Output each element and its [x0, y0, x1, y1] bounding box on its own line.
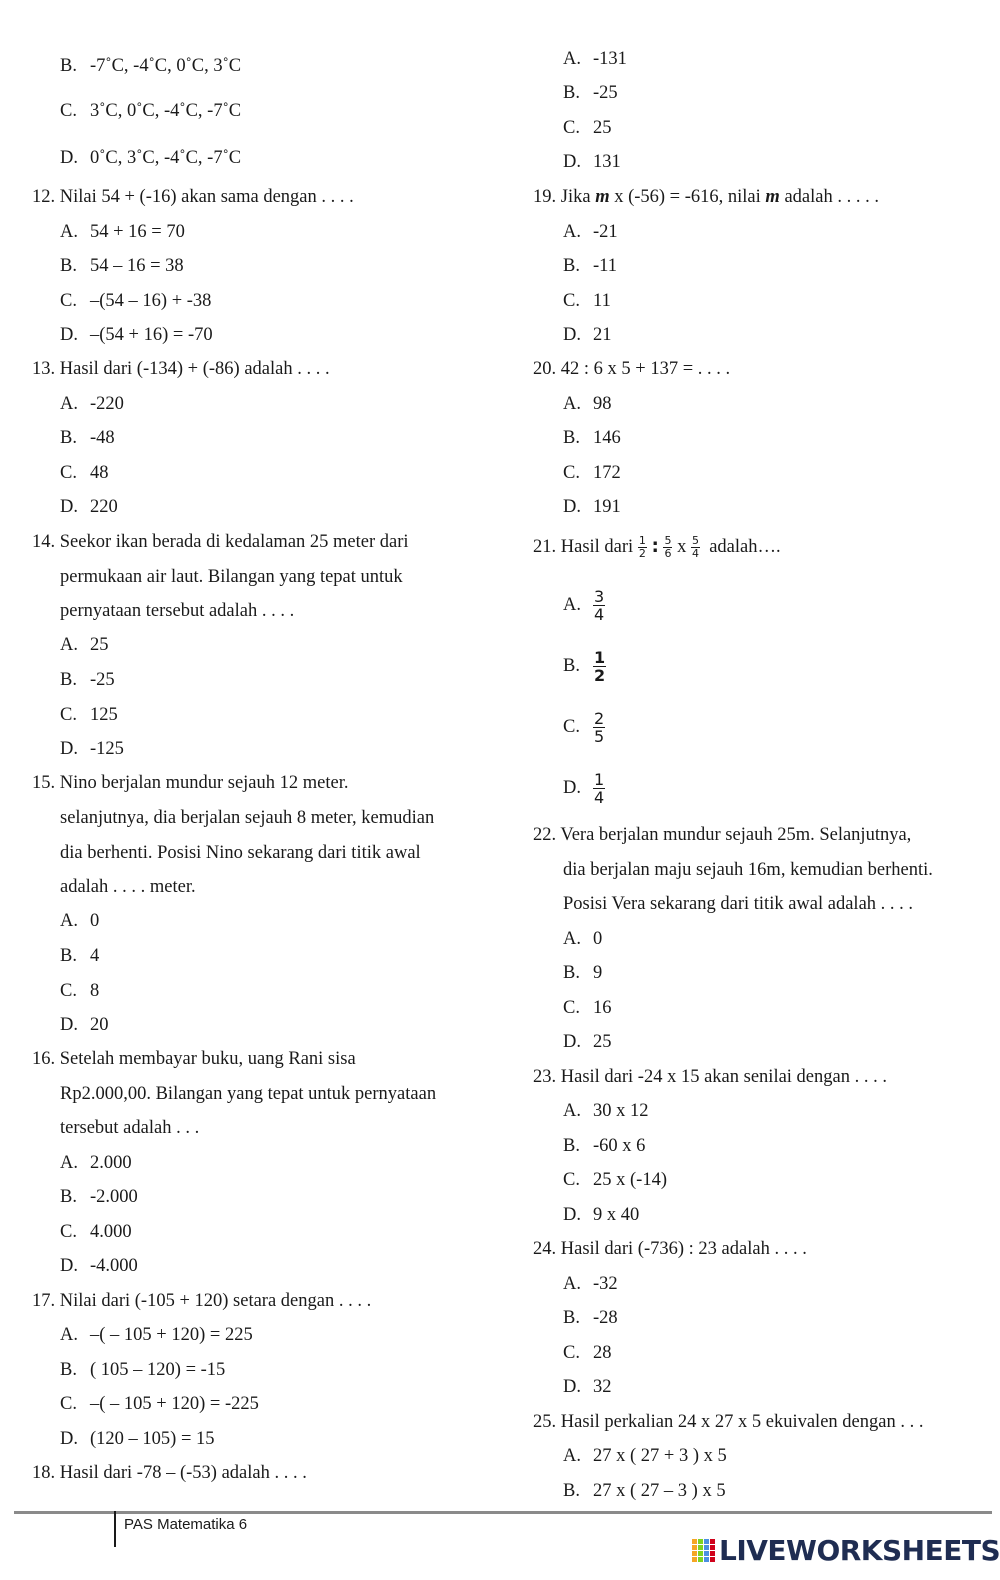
q18-option-a[interactable]: A. -131: [563, 49, 627, 69]
q21-fraction-3: $\frac{5}{4}$: [691, 534, 699, 561]
q14-option-b[interactable]: B. -25: [60, 670, 115, 690]
logo-cell: [698, 1539, 703, 1544]
q21-option-a[interactable]: A. $\frac{3}{4}$: [563, 586, 605, 625]
q14-option-d[interactable]: D. -125: [60, 739, 124, 759]
liveworksheets-grid-icon: [692, 1539, 715, 1562]
q15-option-d[interactable]: D. 20: [60, 1015, 109, 1035]
logo-cell: [704, 1539, 709, 1544]
q11-option-c[interactable]: C. 3˚C, 0˚C, -4˚C, -7˚C: [60, 101, 242, 121]
q21-fraction-1: $\frac{1}{2}$: [638, 534, 646, 561]
logo-cell: [704, 1545, 709, 1550]
q15-stem-line4: adalah . . . . meter.: [60, 877, 196, 897]
footer-vertical-rule: [114, 1511, 116, 1547]
q24-option-d[interactable]: D. 32: [563, 1377, 612, 1397]
q20-option-b[interactable]: B. 146: [563, 428, 621, 448]
q22-option-d[interactable]: D. 25: [563, 1032, 612, 1052]
q25-stem: 25. Hasil perkalian 24 x 27 x 5 ekuivalen dengan . . .: [533, 1412, 924, 1432]
q14-stem-line2: permukaan air laut. Bilangan yang tepat untuk: [60, 567, 403, 587]
q18-option-d[interactable]: D. 131: [563, 152, 621, 172]
q22-option-a[interactable]: A. 0: [563, 929, 603, 949]
q15-option-a[interactable]: A. 0: [60, 911, 100, 931]
logo-cell: [698, 1557, 703, 1562]
q20-option-d[interactable]: D. 191: [563, 497, 621, 517]
q23-option-c[interactable]: C. 25 x (-14): [563, 1170, 667, 1190]
q15-stem-line1: 15. Nino berjalan mundur sejauh 12 meter.: [32, 773, 349, 793]
q15-stem-line2: selanjutnya, dia berjalan sejauh 8 meter, kemudian: [60, 808, 435, 828]
logo-cell: [692, 1551, 697, 1556]
q23-option-a[interactable]: A. 30 x 12: [563, 1101, 649, 1121]
q16-option-d[interactable]: D. -4.000: [60, 1256, 138, 1276]
q18-stem: 18. Hasil dari -78 – (-53) adalah . . . .: [32, 1463, 307, 1483]
logo-cell: [710, 1551, 715, 1556]
q16-option-a[interactable]: A. 2.000: [60, 1153, 132, 1173]
footer-label: PAS Matematika 6: [124, 1516, 248, 1533]
q20-stem: 20. 42 : 6 x 5 + 137 = . . . .: [533, 359, 731, 379]
logo-cell: [692, 1545, 697, 1550]
logo-cell: [692, 1539, 697, 1544]
q19-option-a[interactable]: A. -21: [563, 222, 618, 242]
q23-option-d[interactable]: D. 9 x 40: [563, 1205, 640, 1225]
logo-cell: [698, 1545, 703, 1550]
q14-stem-line3: pernyataan tersebut adalah . . . .: [60, 601, 295, 621]
q16-option-c[interactable]: C. 4.000: [60, 1222, 132, 1242]
q23-option-b[interactable]: B. -60 x 6: [563, 1136, 646, 1156]
q25-option-a[interactable]: A. 27 x ( 27 + 3 ) x 5: [563, 1446, 727, 1466]
q13-option-c[interactable]: C. 48: [60, 463, 109, 483]
q13-option-d[interactable]: D. 220: [60, 497, 118, 517]
q22-stem-line3: Posisi Vera sekarang dari titik awal adalah . . . .: [563, 894, 914, 914]
q12-stem: 12. Nilai 54 + (-16) akan sama dengan . . . .: [32, 187, 354, 207]
logo-cell: [710, 1545, 715, 1550]
q15-option-b[interactable]: B. 4: [60, 946, 100, 966]
q14-option-c[interactable]: C. 125: [60, 705, 118, 725]
q14-stem-line1: 14. Seekor ikan berada di kedalaman 25 meter dari: [32, 532, 409, 552]
q16-option-b[interactable]: B. -2.000: [60, 1187, 138, 1207]
logo-cell: [692, 1557, 697, 1562]
q21-fraction-2: $\frac{5}{6}$: [664, 534, 672, 561]
q22-stem-line2: dia berjalan maju sejauh 16m, kemudian berhenti.: [563, 860, 933, 880]
q17-option-c[interactable]: C. –( – 105 + 120) = -225: [60, 1394, 259, 1414]
q20-option-a[interactable]: A. 98: [563, 394, 612, 414]
logo-cell: [710, 1557, 715, 1562]
logo-cell: [704, 1557, 709, 1562]
q12-option-a[interactable]: A. 54 + 16 = 70: [60, 222, 185, 242]
q12-option-c[interactable]: C. –(54 – 16) + -38: [60, 291, 212, 311]
q16-stem-line2: Rp2.000,00. Bilangan yang tepat untuk pernyataan: [60, 1084, 437, 1104]
q23-stem: 23. Hasil dari -24 x 15 akan senilai dengan . . . .: [533, 1067, 887, 1087]
q20-option-c[interactable]: C. 172: [563, 463, 621, 483]
q13-option-a[interactable]: A. -220: [60, 394, 124, 414]
q24-option-c[interactable]: C. 28: [563, 1343, 612, 1363]
logo-cell: [710, 1539, 715, 1544]
q24-option-b[interactable]: B. -28: [563, 1308, 618, 1328]
q22-option-b[interactable]: B. 9: [563, 963, 603, 983]
q17-option-b[interactable]: B. ( 105 – 120) = -15: [60, 1360, 226, 1380]
q24-stem: 24. Hasil dari (-736) : 23 adalah . . . .: [533, 1239, 807, 1259]
q15-stem-line3: dia berhenti. Posisi Nino sekarang dari titik awal: [60, 843, 421, 863]
q13-stem: 13. Hasil dari (-134) + (-86) adalah . . . .: [32, 359, 330, 379]
q19-stem: 19. Jika m x (-56) = -616, nilai m adalah . . . . .: [533, 187, 879, 207]
q17-option-d[interactable]: D. (120 – 105) = 15: [60, 1429, 215, 1449]
q15-option-c[interactable]: C. 8: [60, 981, 100, 1001]
q17-option-a[interactable]: A. –( – 105 + 120) = 225: [60, 1325, 253, 1345]
q12-option-d[interactable]: D. –(54 + 16) = -70: [60, 325, 213, 345]
q18-option-c[interactable]: C. 25: [563, 118, 612, 138]
q14-option-a[interactable]: A. 25: [60, 635, 109, 655]
q22-stem-line1: 22. Vera berjalan mundur sejauh 25m. Selanjutnya,: [533, 825, 912, 845]
q21-option-c[interactable]: C. $\frac{2}{5}$: [563, 708, 605, 747]
q18-option-b[interactable]: B. -25: [563, 83, 618, 103]
q21-stem: 21. Hasil dari $\frac{1}{2}$ : $\frac{5}{6}$ x $\frac{5}{4}$ adalah….: [533, 534, 781, 561]
footer-divider: [14, 1511, 992, 1514]
q21-option-d[interactable]: D. $\frac{1}{4}$: [563, 769, 605, 808]
q12-option-b[interactable]: B. 54 – 16 = 38: [60, 256, 184, 276]
q17-stem: 17. Nilai dari (-105 + 120) setara dengan . . . .: [32, 1291, 372, 1311]
q11-option-b[interactable]: B. -7˚C, -4˚C, 0˚C, 3˚C: [60, 56, 242, 76]
logo-cell: [698, 1551, 703, 1556]
q16-stem-line3: tersebut adalah . . .: [60, 1118, 200, 1138]
q13-option-b[interactable]: B. -48: [60, 428, 115, 448]
q22-option-c[interactable]: C. 16: [563, 998, 612, 1018]
q11-option-d[interactable]: D. 0˚C, 3˚C, -4˚C, -7˚C: [60, 148, 242, 168]
q25-option-b[interactable]: B. 27 x ( 27 – 3 ) x 5: [563, 1481, 726, 1501]
q19-option-c[interactable]: C. 11: [563, 291, 611, 311]
liveworksheets-logo[interactable]: [692, 1533, 1000, 1567]
q24-option-a[interactable]: A. -32: [563, 1274, 618, 1294]
q19-option-b[interactable]: B. -11: [563, 256, 617, 276]
logo-cell: [704, 1551, 709, 1556]
liveworksheets-wordmark: LIVEWORKSHEETS: [719, 1533, 1000, 1567]
q21-option-b[interactable]: B. $\frac{1}{2}$: [563, 647, 606, 686]
q19-option-d[interactable]: D. 21: [563, 325, 612, 345]
q16-stem-line1: 16. Setelah membayar buku, uang Rani sisa: [32, 1049, 356, 1069]
